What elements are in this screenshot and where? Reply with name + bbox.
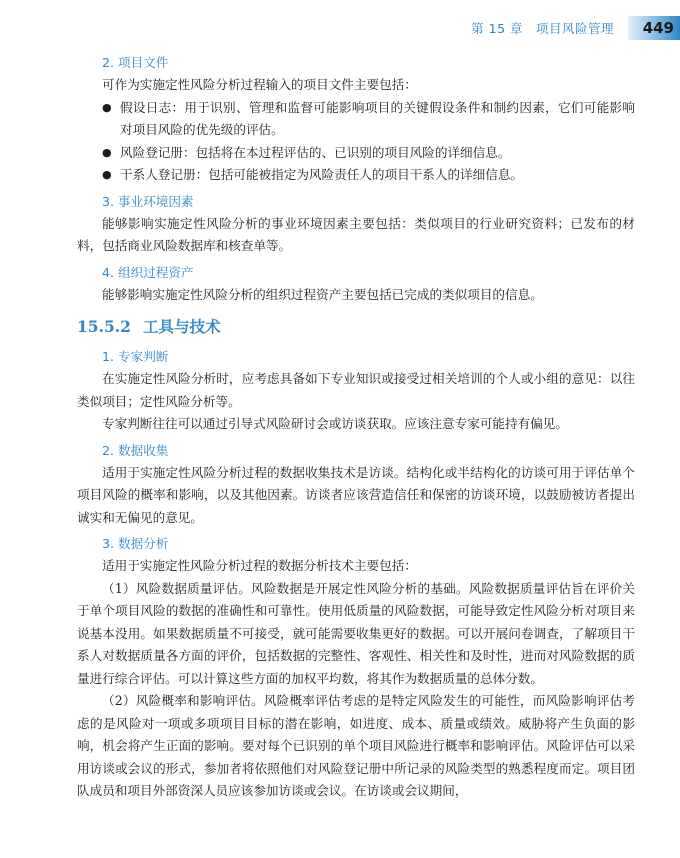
paragraph-data-analysis-intro: 适用于实施定性风险分析过程的数据分析技术主要包括： [102, 558, 417, 573]
page-number-tab [628, 16, 680, 40]
list-item: ● 假设日志：用于识别、管理和监督可能影响项目的关键假设条件和制约因素，它们可能影响对项目风险的优先级的评估。 [77, 97, 635, 142]
bullet-icon: ● [102, 168, 112, 181]
section-number: 15.5.2 [77, 317, 131, 336]
paragraph-opa: 能够影响实施定性风险分析的组织过程资产主要包括已完成的类似项目的信息。 [102, 286, 543, 302]
page-body [77, 52, 635, 803]
list-item: ● 干系人登记册：包括可能被指定为风险责任人的项目干系人的详细信息。 [77, 164, 635, 187]
heading-eef: 3. 事业环境因素 [102, 193, 194, 209]
bullet-icon: ● [102, 145, 112, 159]
heading-expert: 1. 专家判断 [102, 349, 169, 364]
paragraph-eef: 能够影响实施定性风险分析的事业环境因素主要包括：类似项目的行业研究资料；已发布的材料，包括商业风险数据库和核查单等。 [77, 215, 635, 253]
paragraph-data-collection: 适用于实施定性风险分析过程的数据收集技术是访谈。结构化或半结构化的访谈可用于评估单个项目风险的概率和影响，以及其他因素。访谈者应该营造信任和保密的访谈环境，以鼓励被访者提出诚实和无偏见的意见。 [77, 464, 635, 525]
paragraph-data-analysis-2: （2）风险概率和影响评估。风险概率评估考虑的是特定风险发生的可能性，而风险影响评估考虑的是风险对一项或多项项目目标的潜在影响，如进度、成本、质量或绩效。威胁将产生负面的影响，机会将产生正面的影响。要对每个已识别的单个项目风险进行概率和影响评估。风险评估可以采用访谈或会议的形式，参加者将依照他们对风险登记册中所记录的风险类型的熟悉程度而定。项目团队成员和项目外部资深人员应该参加访谈或会议。在访谈或会议期间， [77, 693, 635, 798]
section-title: 工具与技术 [142, 317, 221, 336]
paragraph-expert-2: 专家判断往往可以通过引导式风险研讨会或访谈获取。应该注意专家可能持有偏见。 [102, 416, 568, 431]
list-item: ● 风险登记册：包括将在本过程评估的、已识别的项目风险的详细信息。 [77, 142, 635, 165]
chapter-title: 第 15 章 项目风险管理 [471, 21, 614, 36]
bullet-icon: ● [102, 100, 112, 114]
heading-data-analysis: 3. 数据分析 [102, 536, 169, 551]
heading-data-collection: 2. 数据收集 [102, 442, 169, 458]
running-header [471, 16, 680, 40]
heading-project-docs: 2. 项目文件 [102, 55, 169, 70]
paragraph-data-analysis-1: （1）风险数据质量评估。风险数据是开展定性风险分析的基础。风险数据质量评估旨在评价关于单个项目风险的数据的准确性和可靠性。使用低质量的风险数据，可能导致定性风险分析对项目来说基本没用。如果数据质量不可接受，就可能需要收集更好的数据。可以开展问卷调查，了解项目干系人对数据质量各方面的评价，包括数据的完整性、客观性、相关性和及时性，进而对风险数据的质量进行综合评估。可以计算这些方面的加权平均数，将其作为数据质量的总体分数。 [77, 580, 635, 686]
page-number: 449 [642, 19, 674, 37]
bullet-list-project-docs [77, 97, 635, 187]
paragraph-expert-1: 在实施定性风险分析时，应考虑具备如下专业知识或接受过相关培训的个人或小组的意见：以往类似项目；定性风险分析等。 [77, 371, 635, 409]
paragraph-project-docs-intro: 可作为实施定性风险分析过程输入的项目文件主要包括： [102, 77, 417, 92]
section-heading-tools [77, 316, 635, 338]
heading-opa: 4. 组织过程资产 [102, 264, 194, 280]
